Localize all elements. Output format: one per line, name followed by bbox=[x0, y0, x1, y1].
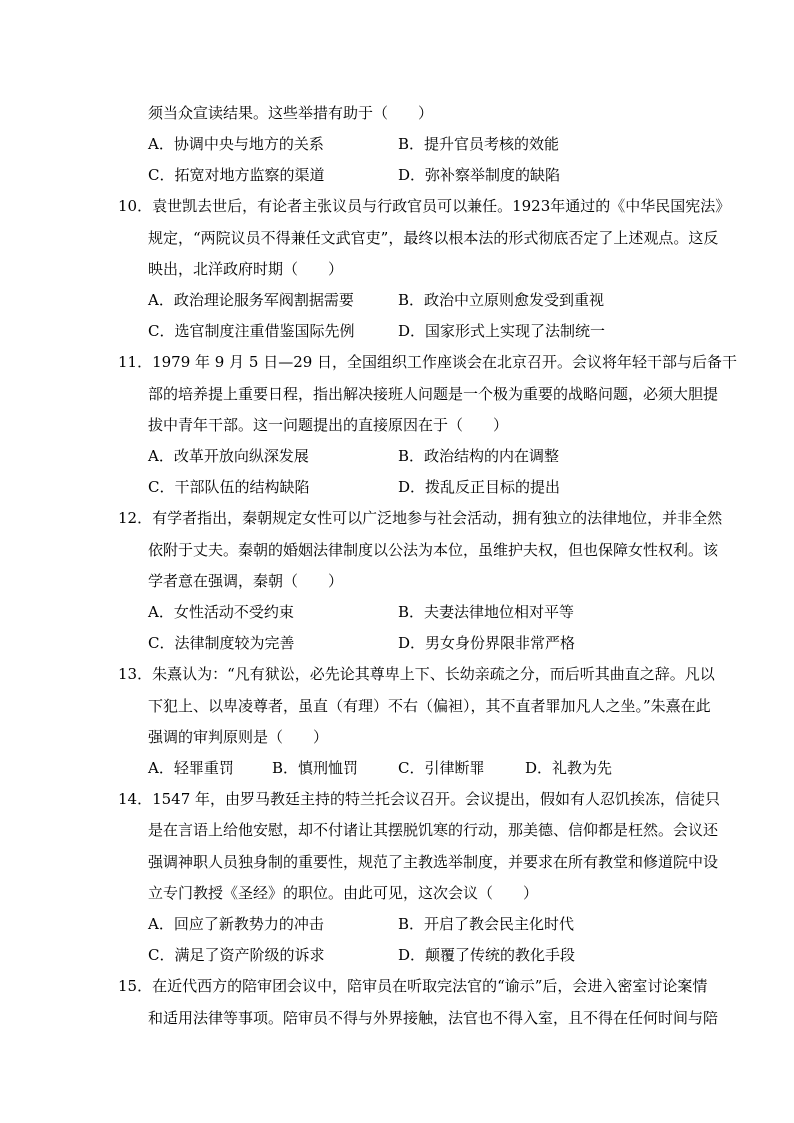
q12-option-a: A．女性活动不受约束 bbox=[148, 603, 294, 621]
q13-option-c: C．引律断罪 bbox=[398, 759, 485, 777]
q10-option-d: D．国家形式上实现了法制统一 bbox=[398, 322, 606, 340]
q11-stem-line: 11．1979 年 9 月 5 日—29 日，全国组织工作座谈会在北京召开。会议将年轻干部与后备干 bbox=[118, 353, 738, 371]
q11-option-c: C．干部队伍的结构缺陷 bbox=[148, 478, 310, 496]
q12-stem-line: 12．有学者指出，秦朝规定女性可以广泛地参与社会活动，拥有独立的法律地位，并非全然 bbox=[118, 509, 723, 527]
q12-stem-line: 学者意在强调，秦朝（ ） bbox=[148, 572, 344, 590]
q14-option-b: B．开启了教会民主化时代 bbox=[398, 915, 575, 933]
q10-stem-line: 规定，“两院议员不得兼任文武官吏”，最终以根本法的形式彻底否定了上述观点。这反 bbox=[148, 229, 719, 247]
q9-option-b: B．提升官员考核的效能 bbox=[398, 135, 560, 153]
q14-stem-line: 是在言语上给他安慰，却不付诸让其摆脱饥寒的行动，那美德、信仰都是枉然。会议还 bbox=[148, 821, 719, 839]
q11-option-d: D．拨乱反正目标的提出 bbox=[398, 478, 561, 496]
q9-option-d: D．弥补察举制度的缺陷 bbox=[398, 166, 561, 184]
q10-stem-line: 10．袁世凯去世后，有论者主张议员与行政官员可以兼任。1923年通过的《中华民国宪法》 bbox=[118, 197, 731, 215]
q9-option-c: C．拓宽对地方监察的渠道 bbox=[148, 166, 325, 184]
q11-stem-line: 部的培养提上重要日程，指出解决接班人问题是一个极为重要的战略问题，必须大胆提 bbox=[148, 385, 719, 403]
q14-stem-line: 立专门教授《圣经》的职位。由此可见，这次会议（ ） bbox=[148, 884, 539, 902]
q13-option-a: A．轻罪重罚 bbox=[148, 759, 234, 777]
q10-option-b: B．政治中立原则愈发受到重视 bbox=[398, 291, 605, 309]
q13-stem-line: 下犯上、以卑凌尊者，虽直（有理）不右（偏袒），其不直者罪加凡人之坐。”朱熹在此 bbox=[148, 697, 711, 715]
q11-option-b: B．政治结构的内在调整 bbox=[398, 447, 560, 465]
q13-option-b: B．慎刑恤罚 bbox=[272, 759, 359, 777]
q14-option-a: A．回应了新教势力的冲击 bbox=[148, 915, 324, 933]
q10-option-a: A．政治理论服务军阀割据需要 bbox=[148, 291, 354, 309]
q9-option-a: A．协调中央与地方的关系 bbox=[148, 135, 324, 153]
q13-option-d: D．礼教为先 bbox=[525, 759, 613, 777]
q14-stem-line: 14．1547 年，由罗马教廷主持的特兰托会议召开。会议提出，假如有人忍饥挨冻，信徒只 bbox=[118, 790, 721, 808]
q14-stem-line: 强调神职人员独身制的重要性，规范了主教选举制度，并要求在所有教堂和修道院中设 bbox=[148, 853, 719, 871]
q9-stem-line: 须当众宣读结果。这些举措有助于（ ） bbox=[148, 104, 434, 122]
q11-stem-line: 拔中青年干部。这一问题提出的直接原因在于（ ） bbox=[148, 416, 509, 434]
q13-stem-line: 13．朱熹认为：“凡有狱讼，必先论其尊卑上下、长幼亲疏之分，而后听其曲直之辞。凡以 bbox=[118, 665, 715, 683]
q12-option-b: B．夫妻法律地位相对平等 bbox=[398, 603, 575, 621]
q12-option-c: C．法律制度较为完善 bbox=[148, 634, 295, 652]
q14-option-c: C．满足了资产阶级的诉求 bbox=[148, 946, 325, 964]
q10-stem-line: 映出，北洋政府时期（ ） bbox=[148, 260, 344, 278]
q15-stem-line: 15．在近代西方的陪审团会议中，陪审员在听取完法官的“谕示”后，会进入密室讨论案情 bbox=[118, 977, 708, 995]
q12-option-d: D．男女身份界限非常严格 bbox=[398, 634, 576, 652]
q10-option-c: C．选官制度注重借鉴国际先例 bbox=[148, 322, 355, 340]
q13-stem-line: 强调的审判原则是（ ） bbox=[148, 728, 329, 746]
q11-option-a: A．改革开放向纵深发展 bbox=[148, 447, 309, 465]
q14-option-d: D．颠覆了传统的教化手段 bbox=[398, 946, 576, 964]
q15-stem-line: 和适用法律等事项。陪审员不得与外界接触，法官也不得入室，且不得在任何时间与陪 bbox=[148, 1009, 719, 1027]
q12-stem-line: 依附于丈夫。秦朝的婚姻法律制度以公法为本位，虽维护夫权，但也保障女性权利。该 bbox=[148, 541, 719, 559]
